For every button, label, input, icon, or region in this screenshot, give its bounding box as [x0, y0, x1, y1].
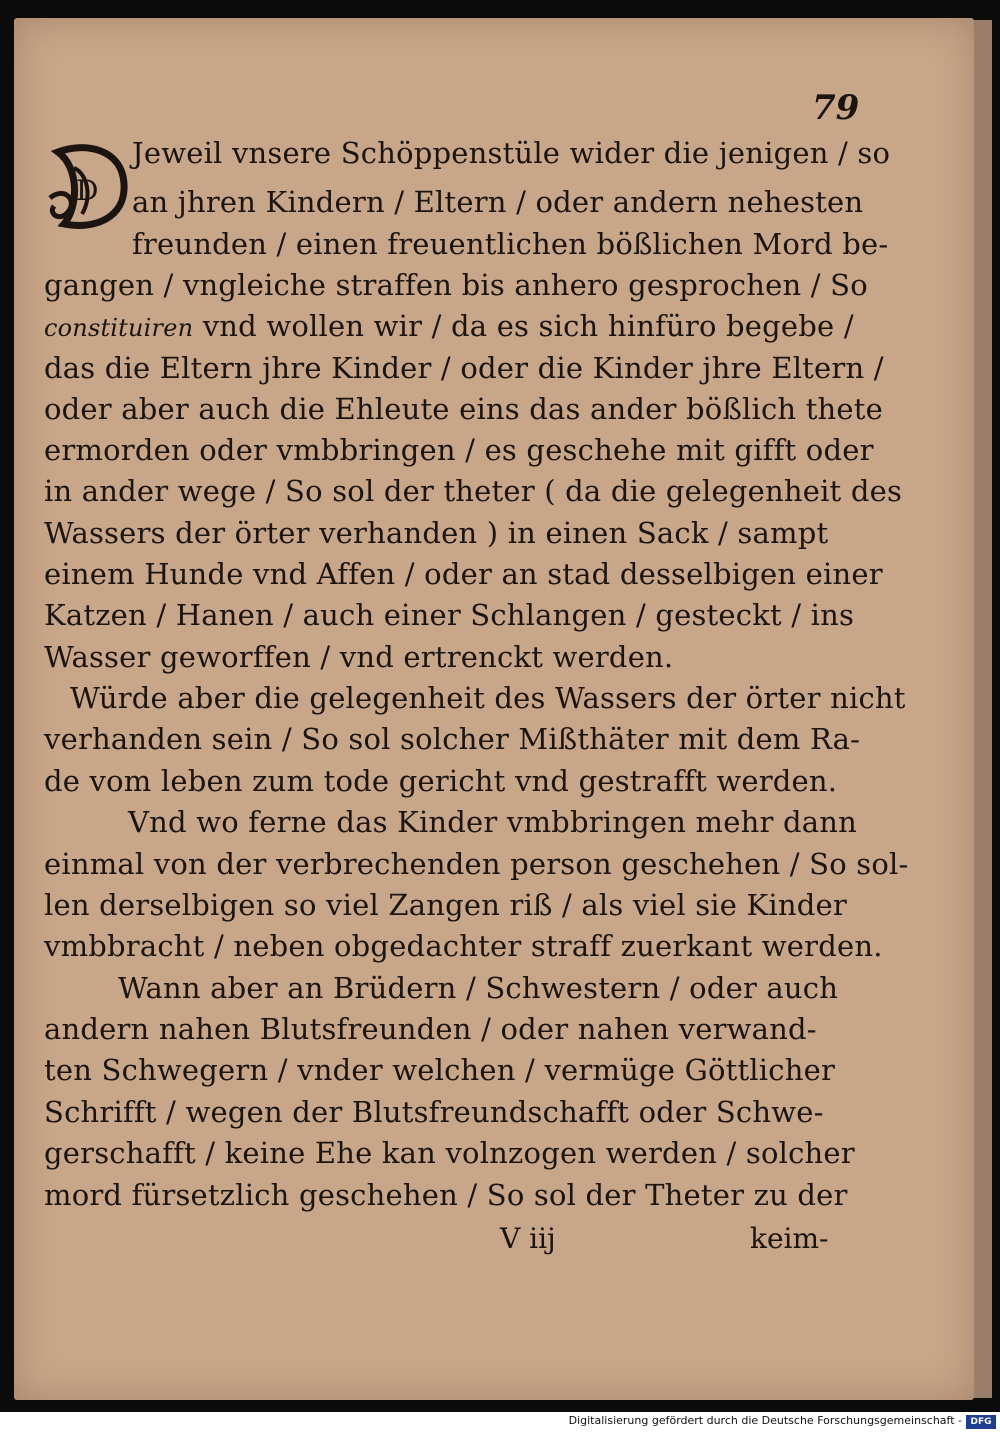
text-line-23: ten Schwegern / vnder welchen / vermüge Göttlicher	[44, 1053, 836, 1087]
text-line-8: ermorden oder vmbbringen / es geschehe mit gifft oder	[44, 433, 874, 467]
page-number: 79	[812, 88, 860, 128]
catchword: keim-	[750, 1222, 829, 1255]
footer-bar	[0, 1412, 1000, 1432]
page-edge	[974, 20, 992, 1398]
text-line-24: Schrifft / wegen der Blutsfreundschafft oder Schwe-	[44, 1095, 824, 1129]
footer-credit: Digitalisierung gefördert durch die Deutsche Forschungsgemeinschaft -	[568, 1414, 962, 1427]
text-line-12: Katzen / Hanen / auch einer Schlangen / gesteckt / ins	[44, 598, 855, 632]
text-line-2: an jhren Kindern / Eltern / oder andern nehesten	[132, 185, 864, 219]
text-line-3: freunden / einen freuentlichen bößlichen Mord be-	[132, 227, 889, 261]
dropcap-initial	[44, 138, 132, 234]
text-line-9: in ander wege / So sol der theter ( da die gelegenheit des	[44, 474, 903, 508]
text-line-20: vmbbracht / neben obgedachter straff zuerkant werden.	[44, 929, 883, 963]
text-line-21: Wann aber an Brüdern / Schwestern / oder auch	[118, 971, 839, 1005]
text-line-16: de vom leben zum tode gericht vnd gestrafft werden.	[44, 764, 838, 798]
text-line-22: andern nahen Blutsfreunden / oder nahen verwand-	[44, 1012, 817, 1046]
text-line-19: len derselbigen so viel Zangen riß / als viel sie Kinder	[44, 888, 847, 922]
text-line-10: Wassers der örter verhanden ) in einen Sack / sampt	[44, 516, 829, 550]
latin-word: constituiren	[44, 314, 194, 342]
text-line-5-text: vnd wollen wir / da es sich hinfüro begebe /	[202, 309, 854, 343]
text-line-1: Jeweil vnsere Schöppenstüle wider die jenigen / so	[132, 136, 891, 170]
dfg-logo-icon: DFG	[966, 1415, 996, 1429]
text-line-14: Würde aber die gelegenheit des Wassers der örter nicht	[70, 681, 906, 715]
text-line-6: das die Eltern jhre Kinder / oder die Kinder jhre Eltern /	[44, 351, 884, 385]
text-line-17: Vnd wo ferne das Kinder vmbbringen mehr dann	[128, 805, 857, 839]
text-line-13: Wasser geworffen / vnd ertrenckt werden.	[44, 640, 674, 674]
text-line-18: einmal von der verbrechenden person geschehen / So sol-	[44, 847, 909, 881]
text-line-5	[44, 305, 864, 349]
text-line-11: einem Hunde vnd Affen / oder an stad desselbigen einer	[44, 557, 883, 591]
text-line-26: mord fürsetzlich geschehen / So sol der Theter zu der	[44, 1178, 848, 1212]
signature-mark: V iij	[500, 1222, 556, 1255]
text-line-25: gerschafft / keine Ehe kan volnzogen werden / solcher	[44, 1136, 855, 1170]
text-line-7: oder aber auch die Ehleute eins das ander bößlich thete	[44, 392, 884, 426]
text-line-15: verhanden sein / So sol solcher Mißthäter mit dem Ra-	[44, 722, 861, 756]
text-line-4: gangen / vngleiche straffen bis anhero gesprochen / So	[44, 268, 868, 302]
svg-text:D: D	[76, 174, 99, 207]
